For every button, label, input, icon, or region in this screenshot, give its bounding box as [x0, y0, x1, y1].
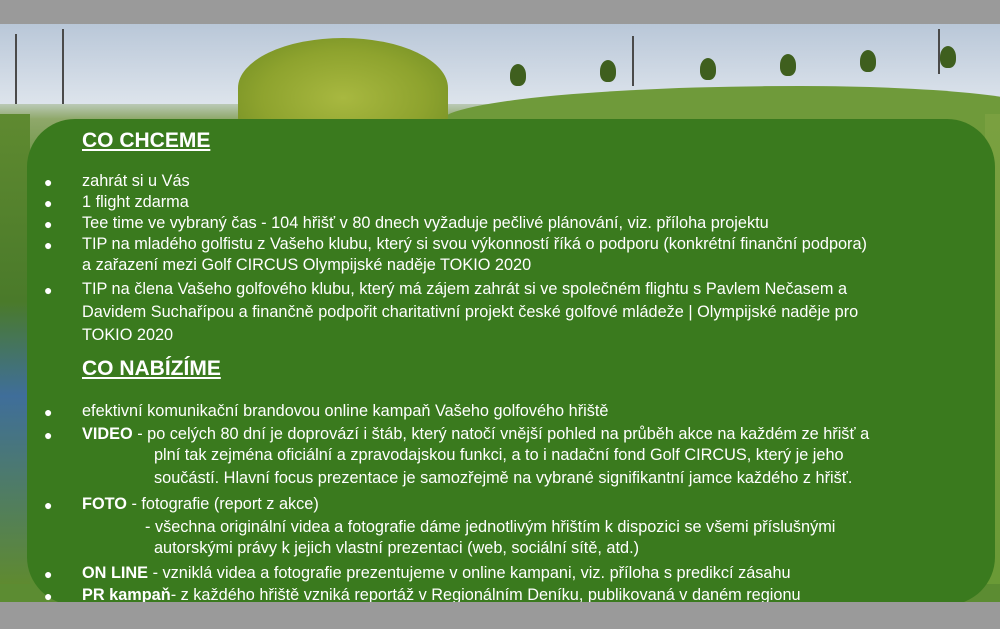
power-pylon-image: [62, 29, 64, 104]
list-item: efektivní komunikační brandovou online kampaň Vašeho golfového hřiště: [82, 402, 609, 420]
list-item-continuation: plní tak zejména oficiální a zpravodajskou funkci, a to i nadační fond Golf CIRCUS, který je jeho: [154, 446, 844, 464]
tree-image: [600, 60, 616, 82]
list-item-continuation: autorskými právy k jejich vlastní prezentaci (web, sociální sítě, atd.): [154, 539, 640, 557]
panel-content: [27, 119, 995, 602]
bullet-icon: ●: [44, 195, 53, 211]
list-item-continuation: TOKIO 2020: [82, 326, 174, 344]
bullet-icon: ●: [44, 237, 53, 253]
tree-image: [860, 50, 876, 72]
power-pylon-image: [938, 29, 940, 74]
list-item: TIP na mladého golfistu z Vašeho klubu, který si svou výkonností říká o podporu (konkrétní finanční podpora): [82, 235, 867, 253]
list-item-video: [82, 424, 869, 444]
bullet-icon: ●: [44, 566, 53, 582]
content-panel: [27, 119, 995, 602]
list-item-pr: [82, 585, 801, 602]
online-label: ON LINE: [82, 564, 149, 582]
power-pylon-image: [632, 36, 634, 86]
tree-image: [940, 46, 956, 68]
heading-co-chceme: CO CHCEME: [82, 129, 211, 152]
heading-co-nabizime: CO NABÍZÍME: [82, 357, 221, 380]
tree-image: [700, 58, 716, 80]
list-item-continuation: Davidem Suchařípou a finančně podpořit charitativní projekt české golfové mládeže | Olympijské naděje pro: [82, 303, 859, 321]
pr-text: - z každého hřiště vzniká reportáž v Regionálním Deníku, publikovaná v daném regionu: [170, 586, 801, 602]
online-text: - vzniklá videa a fotografie prezentujeme v online kampani, viz. příloha s predikcí zásahu: [148, 564, 791, 582]
bullet-icon: ●: [44, 216, 53, 232]
list-item-foto: [82, 494, 319, 514]
video-label: VIDEO: [82, 425, 133, 443]
slide: [0, 24, 1000, 602]
list-item-continuation: součástí. Hlavní focus prezentace je samozřejmě na vybrané signifikantní jamce každého z hřišť.: [154, 469, 853, 487]
video-text: - po celých 80 dní je doprovází i štáb, který natočí vnější pohled na průběh akce na každém ze hřišť a: [132, 425, 870, 443]
list-item: Tee time ve vybraný čas - 104 hřišť v 80 dnech vyžaduje pečlivé plánování, viz. příloha projektu: [82, 214, 769, 232]
bullet-icon: ●: [44, 174, 53, 190]
list-item-continuation: - všechna originální videa a fotografie dáme jednotlivým hřištím k dispozici se všemi příslušnými: [145, 518, 836, 536]
foto-text: - fotografie (report z akce): [126, 495, 319, 513]
foto-label: FOTO: [82, 495, 127, 513]
list-item: zahrát si u Vás: [82, 172, 190, 190]
bullet-icon: ●: [44, 588, 53, 602]
list-item: 1 flight zdarma: [82, 193, 189, 211]
list-item-online: [82, 563, 791, 583]
bullet-icon: ●: [44, 427, 53, 443]
tree-image: [510, 64, 526, 86]
power-pylon-image: [15, 34, 17, 104]
list-item-continuation: a zařazení mezi Golf CIRCUS Olympijské naděje TOKIO 2020: [82, 256, 532, 274]
tree-image: [780, 54, 796, 76]
bullet-icon: ●: [44, 404, 53, 420]
list-item: TIP na člena Vašeho golfového klubu, který má zájem zahrát si ve společném flightu s Pavlem Nečasem a: [82, 280, 847, 298]
landscape-left-edge: [0, 114, 30, 584]
pr-label: PR kampaň: [82, 586, 171, 602]
bullet-icon: ●: [44, 497, 53, 513]
bullet-icon: ●: [44, 282, 53, 298]
